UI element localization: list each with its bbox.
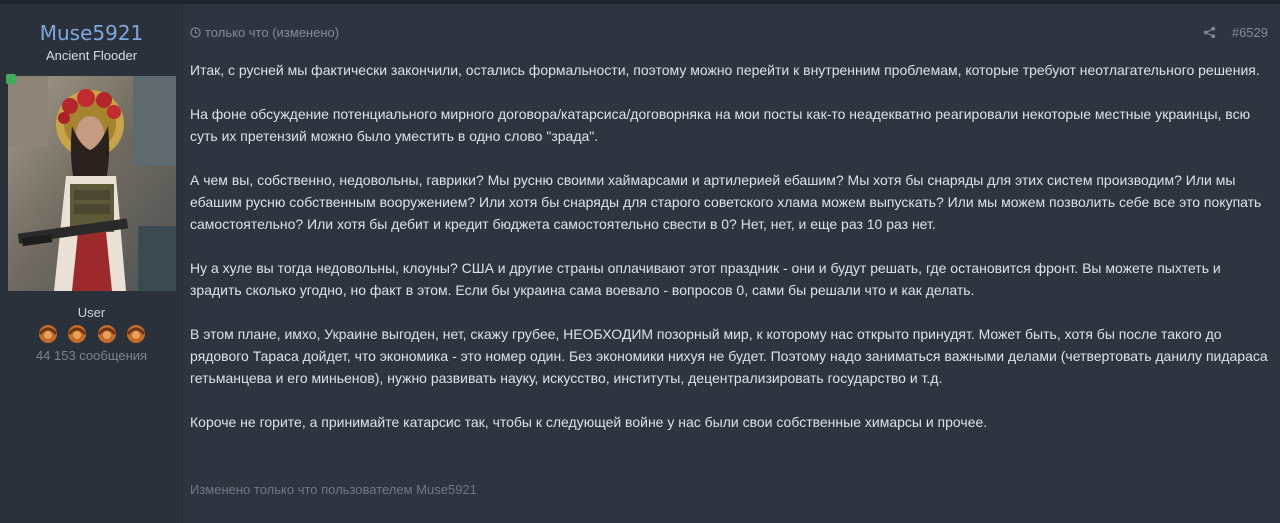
trophy-icon bbox=[95, 322, 119, 346]
online-indicator bbox=[6, 74, 16, 84]
post-paragraph: Итак, с русней мы фактически закончили, остались формальности, поэтому можно перейти к внутренним проблемам, которые требуют неотлагательного решения. bbox=[190, 62, 1260, 78]
author-title: Ancient Flooder bbox=[45, 48, 138, 63]
post-paragraph: Ну а хуле вы тогда недовольны, клоуны? США и другие страны оплачивают этот праздник - они и будут решать, где остановится фронт. Вы можете пыхтеть и зрадить сколько угодно, но факт в этом. Если бы украина сама воевало - вопросов 0, сами бы решали что и как делать. bbox=[190, 260, 1221, 298]
trophy-icon bbox=[65, 322, 89, 346]
message-count: 44 153 сообщения bbox=[35, 348, 148, 363]
avatar[interactable] bbox=[8, 76, 176, 291]
rank-badges bbox=[36, 322, 148, 346]
post-meta bbox=[190, 25, 339, 40]
trophy-icon bbox=[36, 322, 60, 346]
avatar-image bbox=[8, 76, 176, 291]
post-paragraph: В этом плане, имхо, Украине выгоден, нет, скажу грубее, НЕОБХОДИМ позорный мир, к которому нас открыто принудят. Может быть, хотя бы после такого до рядового Тараса дойдет, что экономика - это номер один. Без экономики нихуя не будет. Поэтому надо заниматься важными делами (четвертовать данилу пидараса гетьманцева и его миньенов), нужно развивать науку, искусство, институты, децентрализировать государство и т.д. bbox=[190, 326, 1268, 386]
clock-icon bbox=[190, 27, 201, 38]
edited-note: Изменено только что пользователем Muse5921 bbox=[190, 482, 477, 497]
post-number-link[interactable]: #6529 bbox=[1231, 25, 1268, 40]
author-username[interactable]: Muse5921 bbox=[39, 21, 144, 45]
trophy-icon bbox=[124, 322, 148, 346]
post-actions bbox=[1203, 25, 1268, 40]
author-role: User bbox=[77, 305, 106, 320]
post-paragraph: А чем вы, собственно, недовольны, гаврики? Мы русню своими хаймарсами и артилерией ебашим? Мы хотя бы снаряды для этих систем производим? Или мы ебашим русню собственным вооружением? Или хотя бы снаряды для старого советского хлама можем выпускать? Или мы можем позволить себе все это покупать самостоятельно? Или хотя бы дебит и кредит бюджета самостоятельно свести в 0? Нет, нет, и еще раз 10 раз нет. bbox=[190, 172, 1262, 232]
post-body bbox=[190, 59, 1270, 455]
post-author-sidebar bbox=[0, 4, 183, 523]
post-paragraph: Короче не горите, а принимайте катарсис так, чтобы к следующей войне у нас были свои собственные химарсы и прочее. bbox=[190, 414, 988, 430]
post-content bbox=[183, 4, 1280, 523]
forum-post bbox=[0, 4, 1280, 523]
post-paragraph: На фоне обсуждение потенциального мирного договора/катарсиса/договорняка на мои посты как-то неадекватно реагировали некоторые местные украинцы, всю суть их претензий можно было уместить в одно слово "зрада". bbox=[190, 106, 1251, 144]
share-icon[interactable] bbox=[1203, 26, 1216, 39]
post-timestamp[interactable]: только что (изменено) bbox=[205, 25, 340, 40]
